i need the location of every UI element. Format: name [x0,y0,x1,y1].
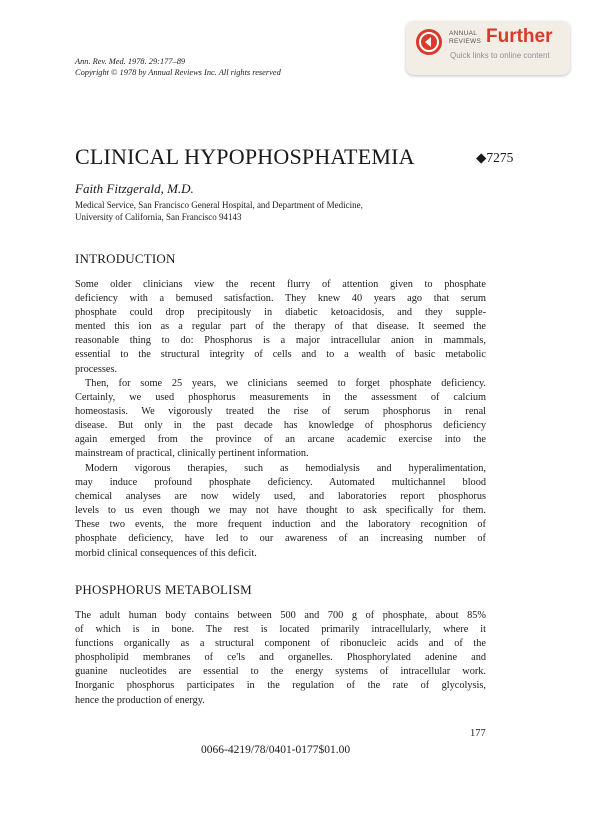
text-line: again emerged from the province of an arcane academic exercise into the [75,434,486,446]
annual-reviews-logo-icon [416,29,442,55]
text-line: of which is in bone. The rest is located primarily intracellularly, where it [75,624,486,636]
text-line: levels to us even though we may not have thought to ask specifically for them. [75,505,486,517]
text-line: morbid clinical consequences of this deficit. [75,547,257,559]
brand-line-reviews: REVIEWS [449,37,482,45]
text-line: hence the production of energy. [75,694,205,706]
author-name: Faith Fitzgerald, M.D. [75,181,194,196]
text-line: functions organically as a structural component of ribonucleic acids and of the [75,638,486,650]
text-line: Modern vigorous therapies, such as hemodialysis and hyperalimentation, [85,463,486,474]
text-line: processes. [75,363,118,375]
affiliation-line: University of California, San Francisco 94143 [75,212,242,222]
brand-name [449,30,481,45]
text-line: Some older clinicians view the recent flurry of attention given to phosphate [75,279,486,290]
intro-paragraph-1 [75,278,486,377]
journal-citation: Ann. Rev. Med. 1978. 29:177–89 [75,57,186,66]
further-label[interactable]: Further [486,26,553,47]
text-line: may induce profound phosphate deficiency. Automated multichannel blood [75,477,486,489]
section-heading-introduction: INTRODUCTION [75,251,176,266]
text-line: phosphate could drop precipitously in diabetic ketoacidosis, and they supple- [75,307,486,319]
text-line: These two events, the more frequent induction and the laboratory recognition of [75,519,486,531]
text-line: Then, for some 25 years, we clinicians seemed to forget phosphate deficiency. [85,378,486,389]
text-line: chemical analyses are now widely used, and laboratories report phosphorus [75,491,486,503]
text-line: The adult human body contains between 500 and 700 g of phosphate, about 85% [75,610,486,621]
affiliation-line: Medical Service, San Francisco General Hospital, and Department of Medicine, [75,200,363,210]
text-line: mainstream of practical, clinically pertinent information. [75,448,309,460]
further-banner[interactable] [406,21,570,75]
intro-paragraph-3 [75,462,486,561]
text-line: mented this ion as a regular part of the therapy of that disease. It seemed the [75,321,486,333]
article-code: ◆7275 [476,150,514,165]
article-title: CLINICAL HYPOPHOSPHATEMIA [75,144,415,169]
text-line: essential to the structural integrity of cells and to a wealth of basic metabolic [75,349,486,361]
metabolism-paragraph-1 [75,609,486,708]
text-line: Certainly, we used phosphorus measurements in the assessment of calcium [75,392,486,404]
intro-paragraph-2 [75,377,486,462]
text-line: guanine nucleotides are essential to the energy systems of intracellular work. [75,666,486,678]
page-number: 177 [470,728,486,739]
text-line: disease. But only in the past decade has knowledge of phosphorus deficiency [75,420,486,432]
text-line: deficiency with a bemused satisfaction. They knew 40 years ago that serum [75,293,486,305]
citation-block [75,57,281,78]
text-line: Inorganic phosphorus participates in the regulation of the rate of glycolysis, [75,680,486,692]
brand-line-annual: ANNUAL [449,30,478,37]
text-line: phosphate deficiency, have led to our awareness of an increasing number of [75,533,486,545]
footer-code: 0066-4219/78/0401-0177$01.00 [201,744,351,756]
text-line: phospholipid membranes of ce'ls and organelles. Phosphorylated adenine and [75,652,486,664]
text-line: reasonable thing to do: Phosphorus is a major intracellular anion in mammals, [75,335,486,347]
text-line: homeostasis. We vigorously treated the rise of serum phosphorus in renal [75,406,486,418]
author-affiliation [75,199,363,223]
section-heading-metabolism: PHOSPHORUS METABOLISM [75,582,252,597]
copyright-notice: Copyright © 1978 by Annual Reviews Inc. All rights reserved [75,67,281,77]
banner-tagline[interactable]: Quick links to online content [450,51,550,60]
